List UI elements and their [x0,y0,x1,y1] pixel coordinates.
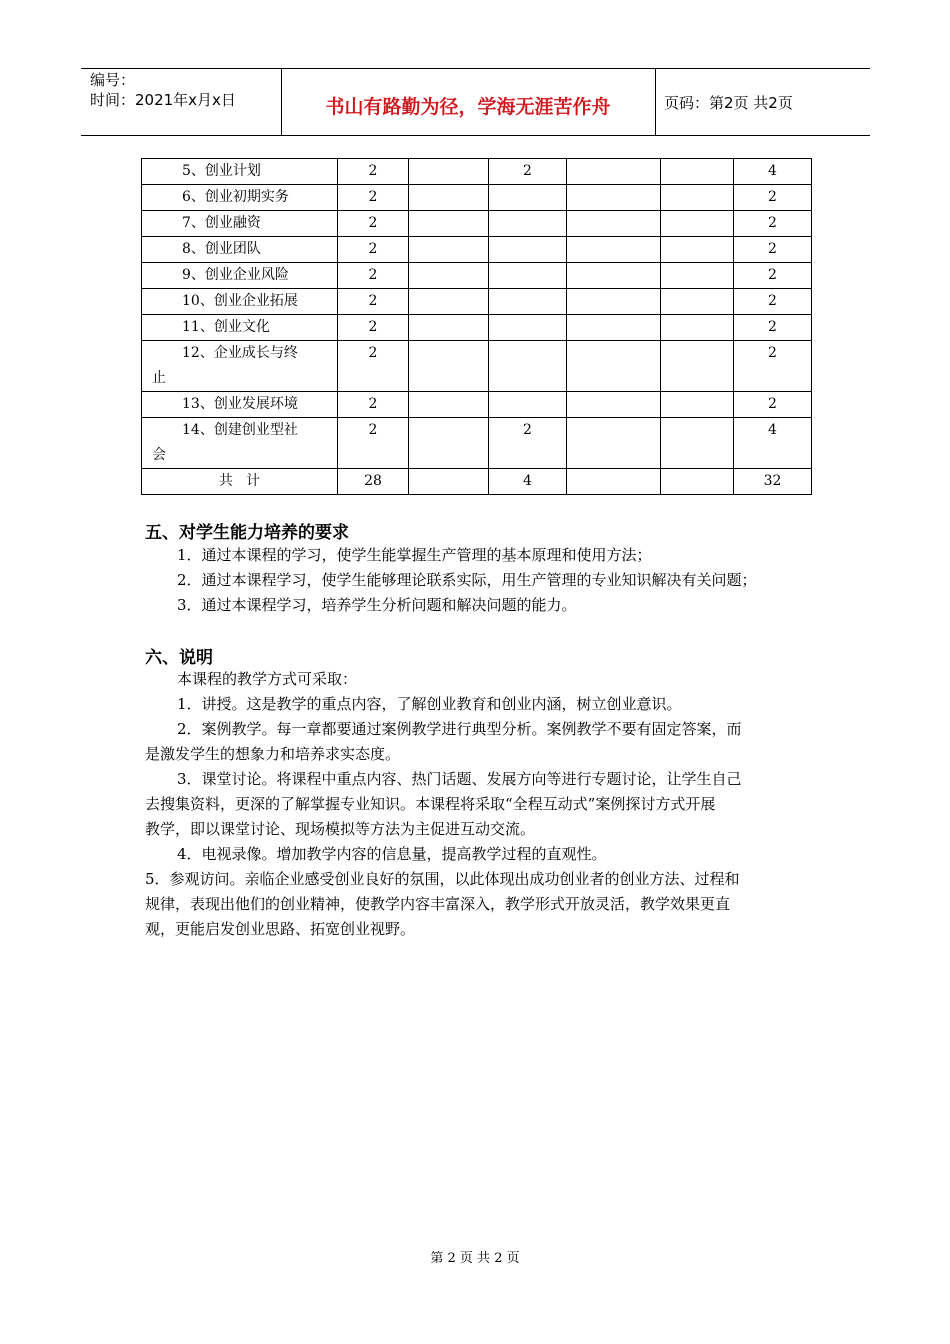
row-topic: 8、创业团队 [182,241,261,257]
row-total: 2 [734,341,812,392]
section6-p5b: 规律，表现出他们的创业精神，使教学内容丰富深入，教学形式开放灵活，教学效果更直 [145,895,731,913]
section6-p3a: 3．课堂讨论。将课程中重点内容、热门话题、发展方向等进行专题讨论，让学生自己 [177,770,742,788]
row-total: 2 [734,392,812,418]
table-row [142,392,812,418]
header-page-label: 页码：第2页 共2页 [664,94,793,112]
row-topic-cont: 止 [152,370,166,386]
row-practice: 2 [489,418,567,469]
number-label: 编号： [90,71,136,89]
time-label: 时间：2021年x月x日 [90,91,236,109]
section6-p1: 1．讲授。这是教学的重点内容，了解创业教育和创业内涵，树立创业意识。 [177,695,682,713]
header-motto: 书山有路勤为径，学海无涯苦作舟 [325,96,611,118]
row-topic: 12、企业成长与终 [182,345,298,361]
row-hours: 2 [338,315,409,341]
row-hours: 2 [338,237,409,263]
row-topic: 10、创业企业拓展 [182,293,298,309]
schedule-table [141,158,812,495]
section6-title: 六、说明 [145,648,213,668]
row-hours: 2 [338,211,409,237]
row-total: 2 [734,211,812,237]
row-total: 4 [734,418,812,469]
page-footer: 第 2 页 共 2 页 [430,1251,520,1266]
row-total: 4 [734,159,812,185]
table-row [142,211,812,237]
section6-intro: 本课程的教学方式可采取： [177,670,358,688]
total-label: 共 计 [142,469,338,495]
section5-item-2: 2．通过本课程学习，使学生能够理论联系实际，用生产管理的专业知识解决有关问题； [177,571,757,589]
table-row [142,341,812,392]
header-top-rule [81,68,870,69]
header-bottom-rule [81,135,870,136]
section6-p2a: 2．案例教学。每一章都要通过案例教学进行典型分析。案例教学不要有固定答案，而 [177,720,742,738]
row-total: 2 [734,315,812,341]
section6-p5a: 5．参观访问。亲临企业感受创业良好的氛围，以此体现出成功创业者的创业方法、过程和 [145,870,740,888]
row-topic: 5、创业计划 [182,163,261,179]
section6-p3b: 去搜集资料，更深的了解掌握专业知识。本课程将采取“全程互动式”案例探讨方式开展 [145,795,716,813]
row-hours: 2 [338,263,409,289]
row-hours: 2 [338,159,409,185]
row-topic: 11、创业文化 [182,319,270,335]
section6-p4: 4．电视录像。增加教学内容的信息量，提高教学过程的直观性。 [177,845,607,863]
table-total-row [142,469,812,495]
row-topic: 9、创业企业风险 [182,267,289,283]
row-total: 2 [734,237,812,263]
row-topic: 13、创业发展环境 [182,396,298,412]
row-topic: 6、创业初期实务 [182,189,289,205]
section6-p3c: 教学，即以课堂讨论、现场模拟等方法为主促进互动交流。 [145,820,536,838]
row-topic-cont: 会 [152,447,166,463]
table-row [142,159,812,185]
row-practice: 2 [489,159,567,185]
header-meta [90,70,236,110]
table-row [142,418,812,469]
header-divider-2 [655,68,656,135]
row-total: 2 [734,263,812,289]
section5-item-1: 1．通过本课程的学习，使学生能掌握生产管理的基本原理和使用方法； [177,546,652,564]
table-row [142,237,812,263]
row-topic: 14、创建创业型社 [182,422,298,438]
total-practice: 4 [489,469,567,495]
row-hours: 2 [338,185,409,211]
total-hours: 28 [338,469,409,495]
total-sum: 32 [734,469,812,495]
row-total: 2 [734,185,812,211]
section5-title: 五、对学生能力培养的要求 [145,523,349,543]
table-row [142,185,812,211]
table-row [142,263,812,289]
row-total: 2 [734,289,812,315]
row-hours: 2 [338,418,409,469]
section6-p5c: 观，更能启发创业思路、拓宽创业视野。 [145,920,416,938]
table-row [142,289,812,315]
row-hours: 2 [338,289,409,315]
section6-p2b: 是激发学生的想象力和培养求实态度。 [145,745,401,763]
row-hours: 2 [338,341,409,392]
row-hours: 2 [338,392,409,418]
table-row [142,315,812,341]
row-topic: 7、创业融资 [182,215,261,231]
section5-item-3: 3．通过本课程学习，培养学生分析问题和解决问题的能力。 [177,596,577,614]
